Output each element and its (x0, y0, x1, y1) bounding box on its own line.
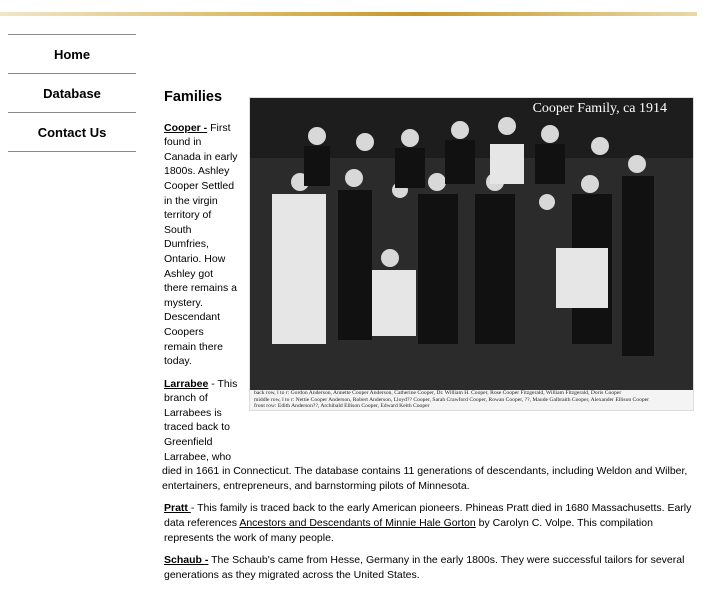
caption-back-row: back row, l to r: Gordon Anderson, Annette Cooper Anderson, Catherine Cooper, Dr. William H. Cooper, Rose Cooper Fitzgerald, William Fitzgerald, Doris Cooper (254, 390, 622, 396)
pratt-family-entry (164, 501, 704, 545)
schaub-separator: - (204, 554, 209, 567)
page-title: Families (164, 89, 223, 105)
caption-front-row: front row: Edith Anderson??, Archibald Ellison Cooper, Edward Keith Cooper (254, 403, 430, 409)
photo-title: Cooper Family, ca 1914 (532, 101, 667, 116)
caption-middle-row: middle row, l to r: Nettie Cooper Anderson, Robert Anderson, Lloyd?? Cooper, Sarah Crawford Cooper, Rowan Cooper, ??, Maude Galbraith Cooper, Alexander Ellison Cooper (254, 396, 650, 403)
schaub-family-entry (164, 553, 704, 582)
larrabee-family-entry (164, 377, 704, 494)
cooper-family-entry (164, 121, 238, 369)
gorton-book-link[interactable]: Ancestors and Descendants of Minnie Hale Gorton (239, 517, 476, 530)
pratt-description-end: by Carolyn C. Volpe. This compilation represents the work of many people. (164, 517, 653, 544)
larrabee-description-continued: died in 1661 in Connecticut. The database contains 11 generations of descendants, including Weldon and Wilber, entertainers, entrepreneurs, and barnstorming pilots of Minnesota. (162, 465, 688, 492)
cooper-family-name: Cooper (164, 121, 204, 134)
site-nav (8, 34, 136, 152)
nav-divider (8, 151, 136, 152)
pratt-description: - This family is traced back to the early American pioneers. Phineas Pratt died in 1680 Massachusetts. Early data references (164, 502, 692, 530)
schaub-family-name: Schaub (164, 554, 205, 567)
pratt-family-name: Pratt (164, 502, 191, 515)
nav-contact-link[interactable]: Contact Us (8, 112, 136, 151)
nav-home-link[interactable]: Home (8, 34, 136, 73)
cooper-description: First found in Canada in early 1800s. Ashley Cooper Settled in the virgin territory of South Dumfries, Ontario. How Ashley got there remains a mystery. Descendant Coopers remain there today. (164, 121, 238, 368)
cooper-separator: - (203, 121, 208, 134)
nav-database-link[interactable]: Database (8, 73, 136, 112)
schaub-description: The Schaub's came from Hesse, Germany in the early 1800s. They were successful tailors for several generations as they migrated across the United States. (164, 554, 685, 581)
header-rule (0, 12, 697, 16)
larrabee-family-name: Larrabee (164, 377, 209, 390)
main-content (164, 88, 704, 590)
larrabee-description: - This branch of Larrabees is traced back to Greenfield Larrabee, who (164, 377, 238, 463)
